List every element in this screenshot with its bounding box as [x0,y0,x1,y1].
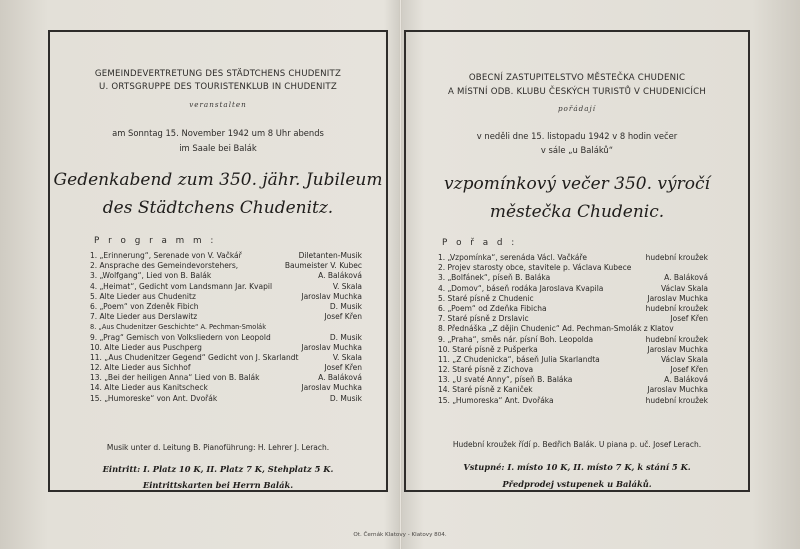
item-title: 10. Staré písně z Pušperka [438,344,538,354]
list-item [438,345,708,355]
list-item [90,271,362,281]
list-item [90,302,362,312]
item-performer: hudební kroužek [645,334,708,344]
list-item [90,353,362,363]
item-title: 2. Projev starosty obce, stavitele p. Václava Kubece [438,263,632,273]
list-item [438,355,708,365]
german-date-line: am Sonntag 15. November 1942 um 8 Uhr abends [112,128,324,138]
czech-header-line2: A MÍSTNÍ ODB. KLUBU ČESKÝCH TURISTŮ V CHUDENICÍCH [447,87,707,97]
item-title: 13. „U svaté Anny“, píseň B. Baláka [438,375,573,385]
item-performer: Jaroslav Muchka [301,342,362,352]
item-title: 5. Alte Lieder aus Chudenitz [90,291,196,301]
item-performer: hudební kroužek [645,395,708,405]
item-performer: V. Skala [332,281,362,291]
czech-vstupne: Vstupné: I. místo 10 K, II. místo 7 K, k stání 5 K. [463,462,691,472]
item-title: 15. „Humoreske“ von Ant. Dvořák [90,393,218,403]
list-item [90,383,362,393]
item-performer: A. Baláková [318,271,362,281]
item-title: 7. Staré písně z Drslavic [438,314,529,324]
german-veranstalten: veranstalten [189,100,247,109]
item-performer: Václav Skala [660,283,708,293]
center-fold [399,0,402,549]
german-program-list [90,251,362,404]
item-title: 1. „Erinnerung“, Serenade von V. Vačkář [90,251,242,260]
item-performer: D. Musik [329,301,362,311]
czech-header-line1: OBECNÍ ZASTUPITELSTVO MĚSTEČKA CHUDENIC [468,73,686,83]
list-item [438,324,708,334]
list-item [90,343,362,353]
czech-predprodej: Předprodej vstupenek u Baláků. [502,479,652,489]
item-title: 12. Alte Lieder aus Sichhof [90,363,191,373]
list-item [438,365,708,375]
item-title: 1. „Vzpomínka“, serenáda Václ. Vačkáře [438,253,587,262]
item-title: 8. „Aus Chudenitzer Geschichte“ A. Pechman-Smolák [90,323,267,332]
item-title: 2. Ansprache des Gemeindevorstehers, [90,261,239,271]
list-item [438,284,708,294]
item-title: 4. „Domov“, báseň rodáka Jaroslava Kvapila [438,283,604,293]
czech-program-panel [404,30,750,492]
item-performer: Jaroslav Muchka [301,383,362,393]
item-performer: Diletanten-Musik [298,251,362,260]
list-item [438,375,708,385]
item-title: 11. „Aus Chudenitzer Gegend“ Gedicht von J. Skarlandt [90,352,299,362]
item-performer: Josef Křen [324,312,362,322]
czech-title-line1: vzpomínkový večer 350. výročí [444,174,710,194]
czech-date-line: v neděli dne 15. listopadu 1942 v 8 hodin večer [476,131,678,141]
item-performer: Václav Skala [660,354,708,364]
item-title: 7. Alte Lieder aus Derslawitz [90,312,198,322]
item-performer: V. Skala [332,352,362,362]
item-performer: Jaroslav Muchka [301,291,362,301]
list-item [90,312,362,322]
item-title: 4. „Heimat“, Gedicht vom Landsmann Jar. Kvapil [90,281,273,291]
item-title: 10. Alte Lieder aus Puschperg [90,342,202,352]
czech-poradaji: pořádají [557,104,597,113]
item-title: 6. „Poem“ od Zdeňka Fibicha [438,303,547,313]
item-performer: A. Baláková [664,375,708,385]
german-program-panel [48,30,388,492]
list-item [90,292,362,302]
item-title: 6. „Poem“ von Zdeněk Fibich [90,301,199,311]
item-title: 5. Staré písně z Chudenic [438,293,534,303]
item-performer: Josef Křen [670,314,708,324]
german-karten: Eintrittskarten bei Herrn Balák. [142,480,294,490]
item-title: 14. Staré písně z Kaniček [438,385,533,395]
list-item [90,373,362,383]
czech-hudebni-note: Hudební kroužek řídí p. Bedřich Balák. U piana p. uč. Josef Lerach. [452,440,702,449]
czech-program-list [438,253,708,406]
list-item [438,314,708,324]
item-title: 9. „Prag“ Gemisch von Volksliedern von Leopold [90,332,271,342]
list-item [438,263,708,273]
item-performer: Jaroslav Muchka [647,385,708,395]
item-title: 8. Přednáška „Z dějin Chudenic“ Ad. Pechman-Smolák z Klatov [438,324,674,334]
item-title: 15. „Humoreska“ Ant. Dvořáka [438,395,554,405]
list-item [90,394,362,404]
item-performer: Jaroslav Muchka [647,293,708,303]
german-programm-label: P r o g r a m m : [94,236,217,246]
czech-place-line: v sále „u Baláků“ [540,145,614,155]
list-item [438,294,708,304]
german-title-line2: des Städtchens Chudenitz. [102,198,334,218]
list-item [90,282,362,292]
czech-title-line2: městečka Chudenic. [489,202,665,222]
item-performer: Baumeister V. Kubec [284,261,362,271]
list-item [438,304,708,314]
list-item [438,253,708,263]
item-performer: Josef Křen [670,365,708,375]
german-header-line1: GEMEINDEVERTRETUNG DES STÄDTCHENS CHUDENITZ [94,69,342,79]
list-item [90,251,362,261]
item-title: 14. Alte Lieder aus Kanitscheck [90,383,208,393]
item-performer: Josef Křen [324,363,362,373]
list-item [438,273,708,283]
item-performer: D. Musik [329,393,362,403]
item-performer: Jaroslav Muchka [647,344,708,354]
list-item [90,363,362,373]
item-title: 13. „Bei der heiligen Anna“ Lied von B. Balák [90,373,260,383]
item-performer: hudební kroužek [645,303,708,313]
item-title: 12. Staré písně z Zichova [438,365,534,375]
item-title: 11. „Z Chudenicka“, báseň Julia Skarlandta [438,354,600,364]
item-performer: A. Baláková [664,273,708,283]
item-performer: D. Musik [329,332,362,342]
german-musik-note: Musik unter d. Leitung B. Pianoführung: H. Lehrer J. Lerach. [106,443,330,452]
item-performer: A. Baláková [318,373,362,383]
list-item [438,385,708,395]
german-place-line: im Saale bei Balák [179,143,257,153]
list-item [438,396,708,406]
printer-imprint: Ot. Černák Klatovy - Klatovy 804. [353,532,447,538]
czech-porad-label: P o ř a d : [442,238,518,248]
list-item [90,261,362,271]
german-eintritt: Eintritt: I. Platz 10 K, II. Platz 7 K, Stehplatz 5 K. [102,464,334,474]
item-performer: hudební kroužek [645,253,708,262]
item-title: 9. „Praha“, směs nár. písní Boh. Leopolda [438,334,594,344]
item-title: 3. „Wolfgang“, Lied von B. Balák [90,271,212,281]
item-title: 3. „Bolfánek“, píseň B. Baláka [438,273,551,283]
german-title-line1: Gedenkabend zum 350. jähr. Jubileum [53,170,383,190]
list-item [90,322,362,332]
list-item [90,333,362,343]
german-header-line2: U. ORTSGRUPPE DES TOURISTENKLUB IN CHUDENITZ [99,82,337,92]
list-item [438,335,708,345]
